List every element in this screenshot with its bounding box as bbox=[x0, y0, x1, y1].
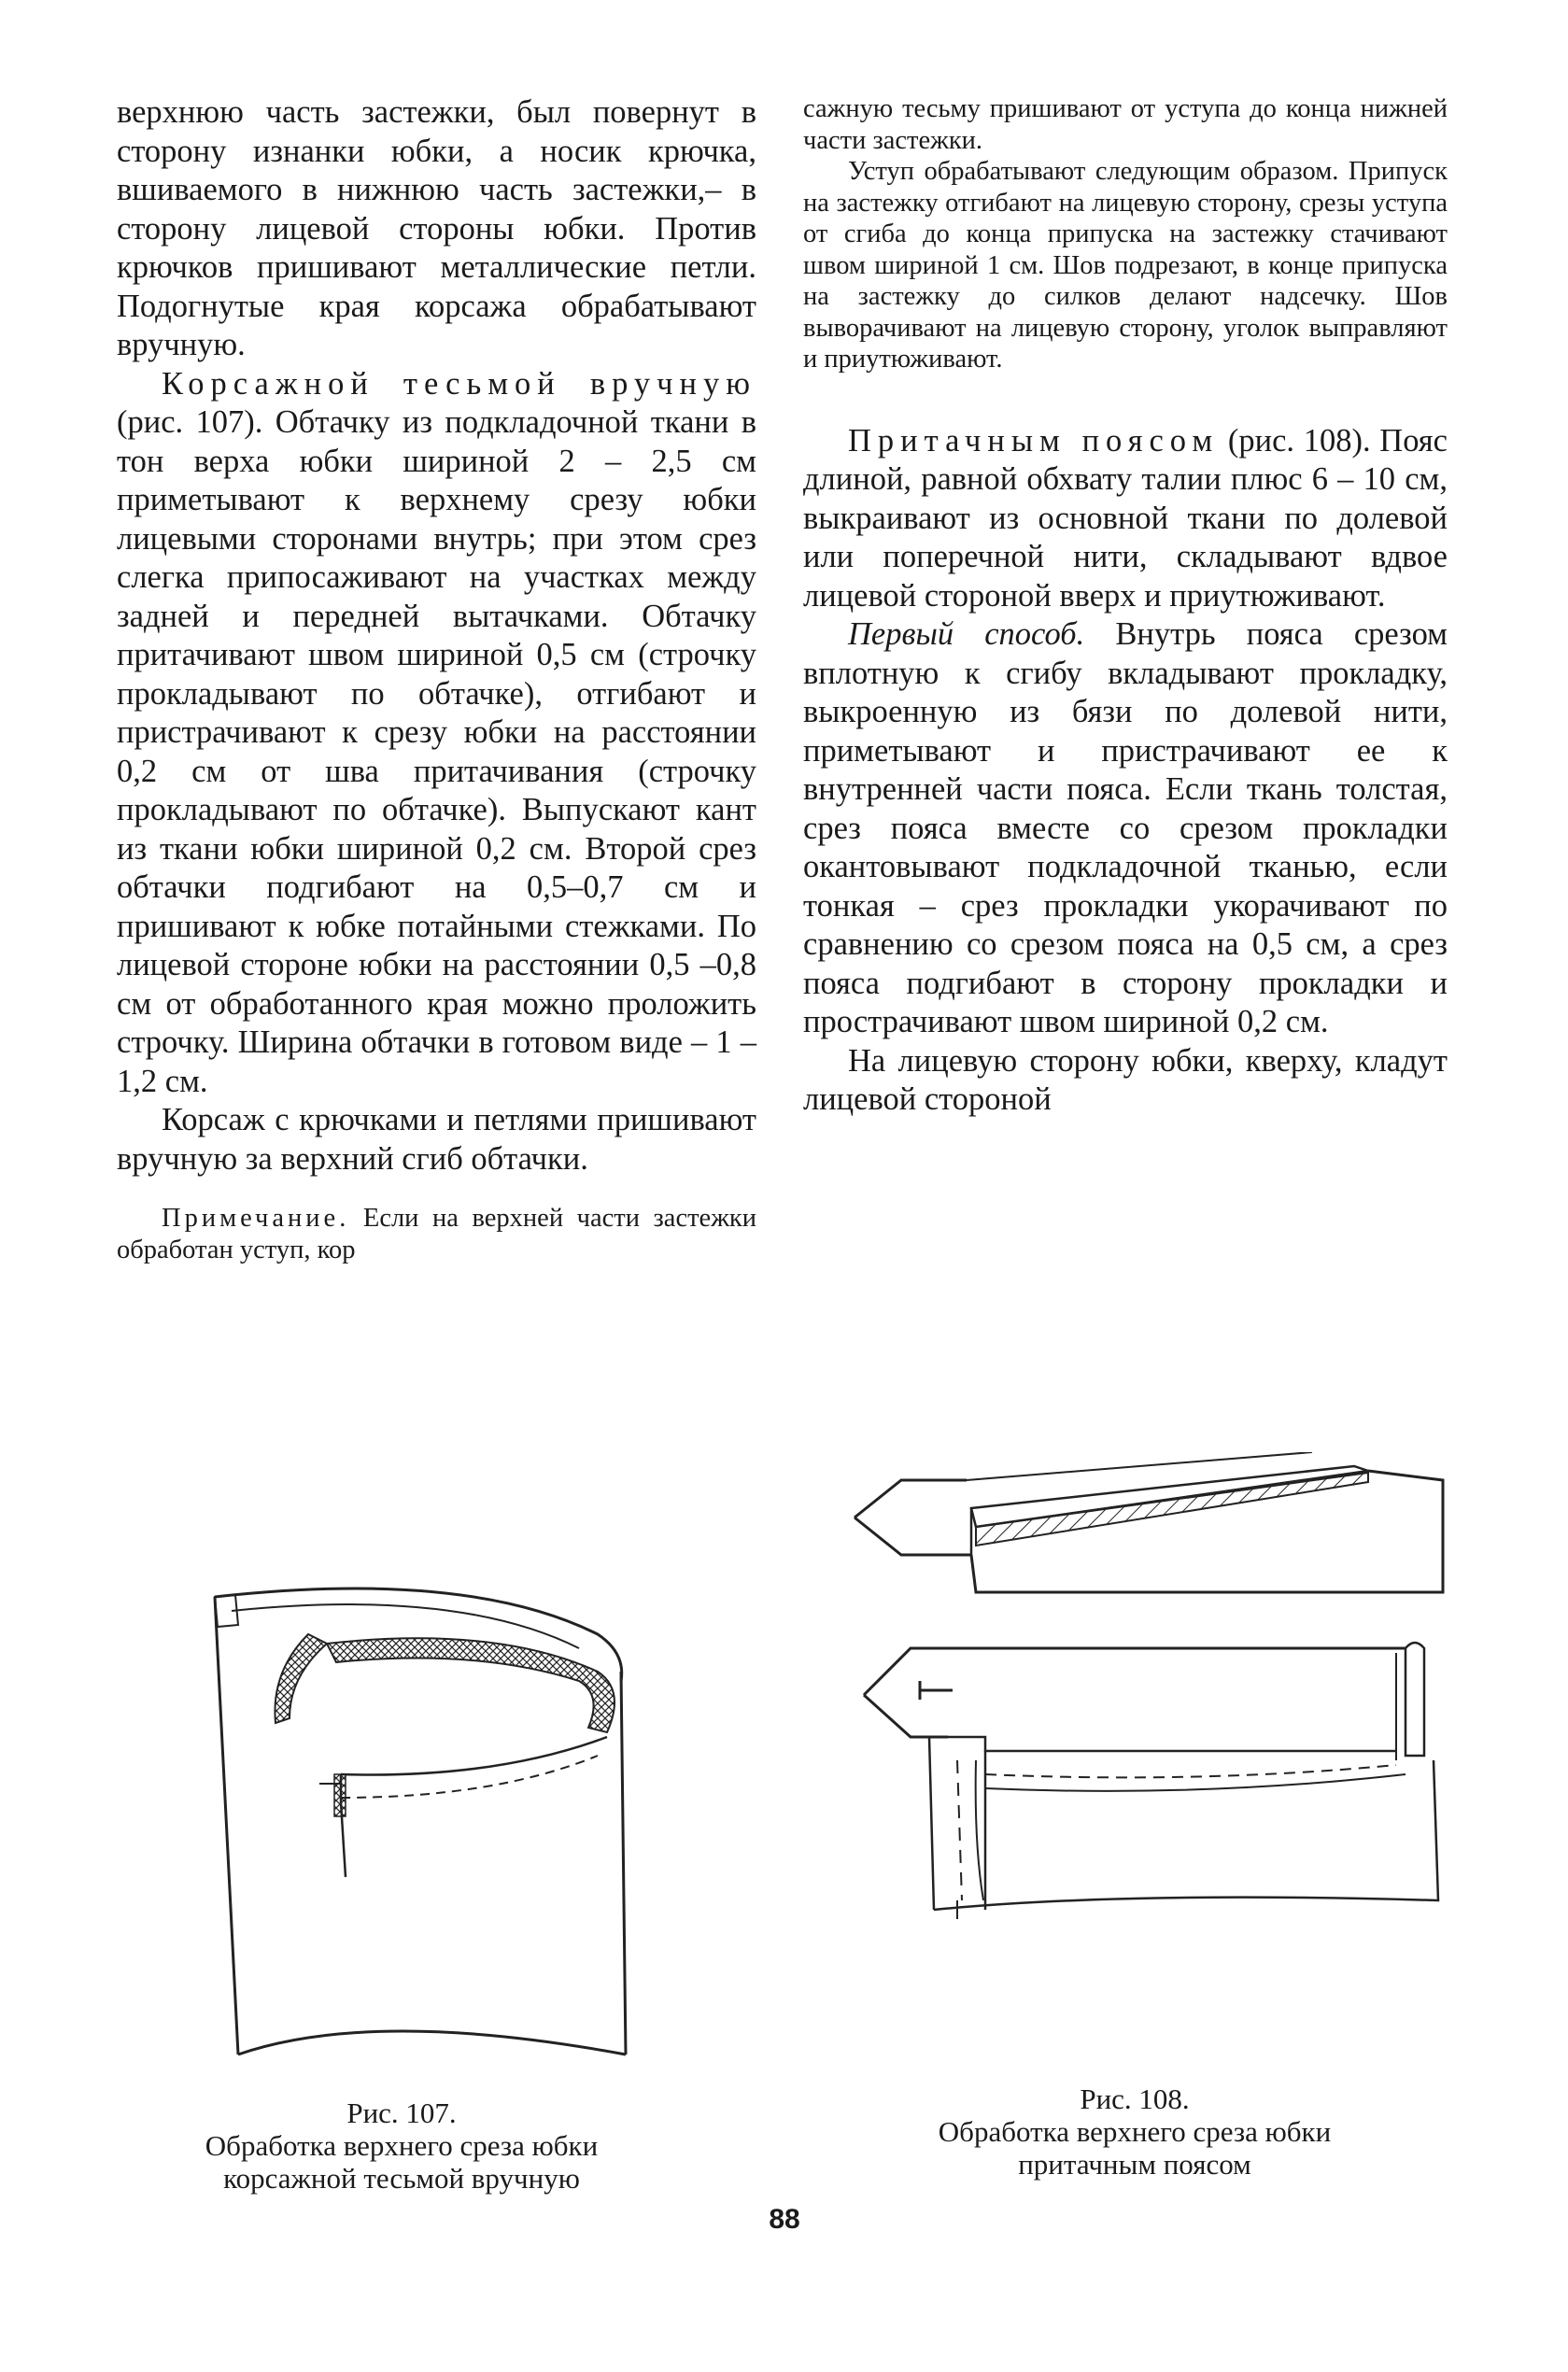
figure-107-caption-line2: корсажной тесьмой вручную bbox=[223, 2162, 580, 2195]
figure-108-caption bbox=[855, 2083, 1415, 2181]
note-paragraph bbox=[117, 1203, 756, 1265]
right-paragraph-3 bbox=[803, 422, 1448, 616]
note-body: Если на верхней части застежки обработан уступ, кор bbox=[117, 1204, 756, 1264]
right-paragraph-4 bbox=[803, 615, 1448, 1042]
figure-108-illustration bbox=[845, 1452, 1462, 2022]
first-method-heading: Первый способ. bbox=[848, 616, 1085, 652]
figure-108-caption-line2: притачным поясом bbox=[1018, 2148, 1251, 2181]
left-paragraph-3: Корсаж с крючками и петлями пришивают вручную за верхний сгиб обтачки. bbox=[117, 1102, 756, 1177]
right-paragraph-2: Уступ обрабатывают следующим образом. Припуск на застежку отгибают на лицевую сторону, срезы уступа от сгиба до конца припуска на застежку стачивают швом шириной 1 см. Шов подрезают, в конце припуска на застежку до силков делают надсечку. Шов выворачивают на лицевую сторону, уголок выправляют и приутюживают. bbox=[803, 157, 1448, 374]
section-heading-attached-waistband: Притачным поясом bbox=[848, 422, 1220, 459]
figure-108-caption-line1: Обработка верхнего среза юбки bbox=[938, 2115, 1332, 2148]
figure-107-caption-line1: Обработка верхнего среза юбки bbox=[205, 2129, 599, 2162]
right-paragraph-5: На лицевую сторону юбки, кверху, кладут лицевой стороной bbox=[803, 1042, 1448, 1117]
figure-108-label: Рис. 108. bbox=[1080, 2083, 1190, 2115]
right-paragraph-4-body: Внутрь пояса срезом вплотную к сгибу вкладывают прокладку, выкроенную из бязи по долевой нити, приметывают и пристрачивают ее к внутренней части пояса. Если ткань толстая, срез пояса вместе со срезом прокладки окантовывают подкладочной тканью, если тонкая – срез прокладки укорачивают по сравнению со срезом пояса на 0,5 см, а срез пояса подгибают в сторону прокладки и прострачивают швом шириной 0,2 см. bbox=[803, 616, 1448, 1039]
left-column bbox=[117, 93, 756, 1265]
right-column bbox=[803, 93, 1448, 1120]
left-paragraph-2 bbox=[117, 365, 756, 1102]
section-heading-corsage-tape: Корсажной тесьмой вручную bbox=[162, 365, 756, 402]
figure-107-illustration bbox=[187, 1569, 672, 2073]
note-heading: Примечание. bbox=[162, 1204, 350, 1233]
figure-107-caption bbox=[126, 2097, 677, 2195]
right-paragraph-3-body: (рис. 108). Пояс длиной, равной обхвату талии плюс 6 – 10 см, выкраивают из основной ткани по долевой или поперечной нити, складывают вдвое лицевой стороной вверх и приутюживают. bbox=[803, 422, 1448, 614]
figure-107-label: Рис. 107. bbox=[346, 2097, 457, 2129]
page-number: 88 bbox=[769, 2204, 800, 2235]
left-paragraph-2-body: (рис. 107). Обтачку из подкладочной ткани в тон верха юбки шириной 2 – 2,5 см приметывают к верхнему срезу юбки лицевыми сторонами внутрь; при этом срез слегка припосаживают на участках между задней и передней вытачками. Обтачку притачивают швом шириной 0,5 см (строчку прокладывают по обтачке), отгибают и пристрачивают к срезу юбки на расстоянии 0,2 см от шва притачивания (строчку прокладывают по обтачке). Выпускают кант из ткани юбки шириной 0,2 см. Второй срез обтачки подгибают на 0,5–0,7 см и пришивают к юбке потайными стежками. По лицевой стороне юбки на расстоянии 0,5 –0,8 см от обработанного края можно проложить строчку. Ширина обтачки в готовом виде – 1 –1,2 см. bbox=[117, 404, 756, 1099]
left-paragraph-1: верхнюю часть застежки, был повернут в сторону изнанки юбки, а носик крючка, вшиваемого в нижнюю часть застежки,– в сторону лицевой стороны юбки. Против крючков пришивают металлические петли. Подогнутые края корсажа обрабатывают вручную. bbox=[117, 94, 756, 362]
right-paragraph-1: сажную тесьму пришивают от уступа до конца нижней части застежки. bbox=[803, 94, 1448, 155]
